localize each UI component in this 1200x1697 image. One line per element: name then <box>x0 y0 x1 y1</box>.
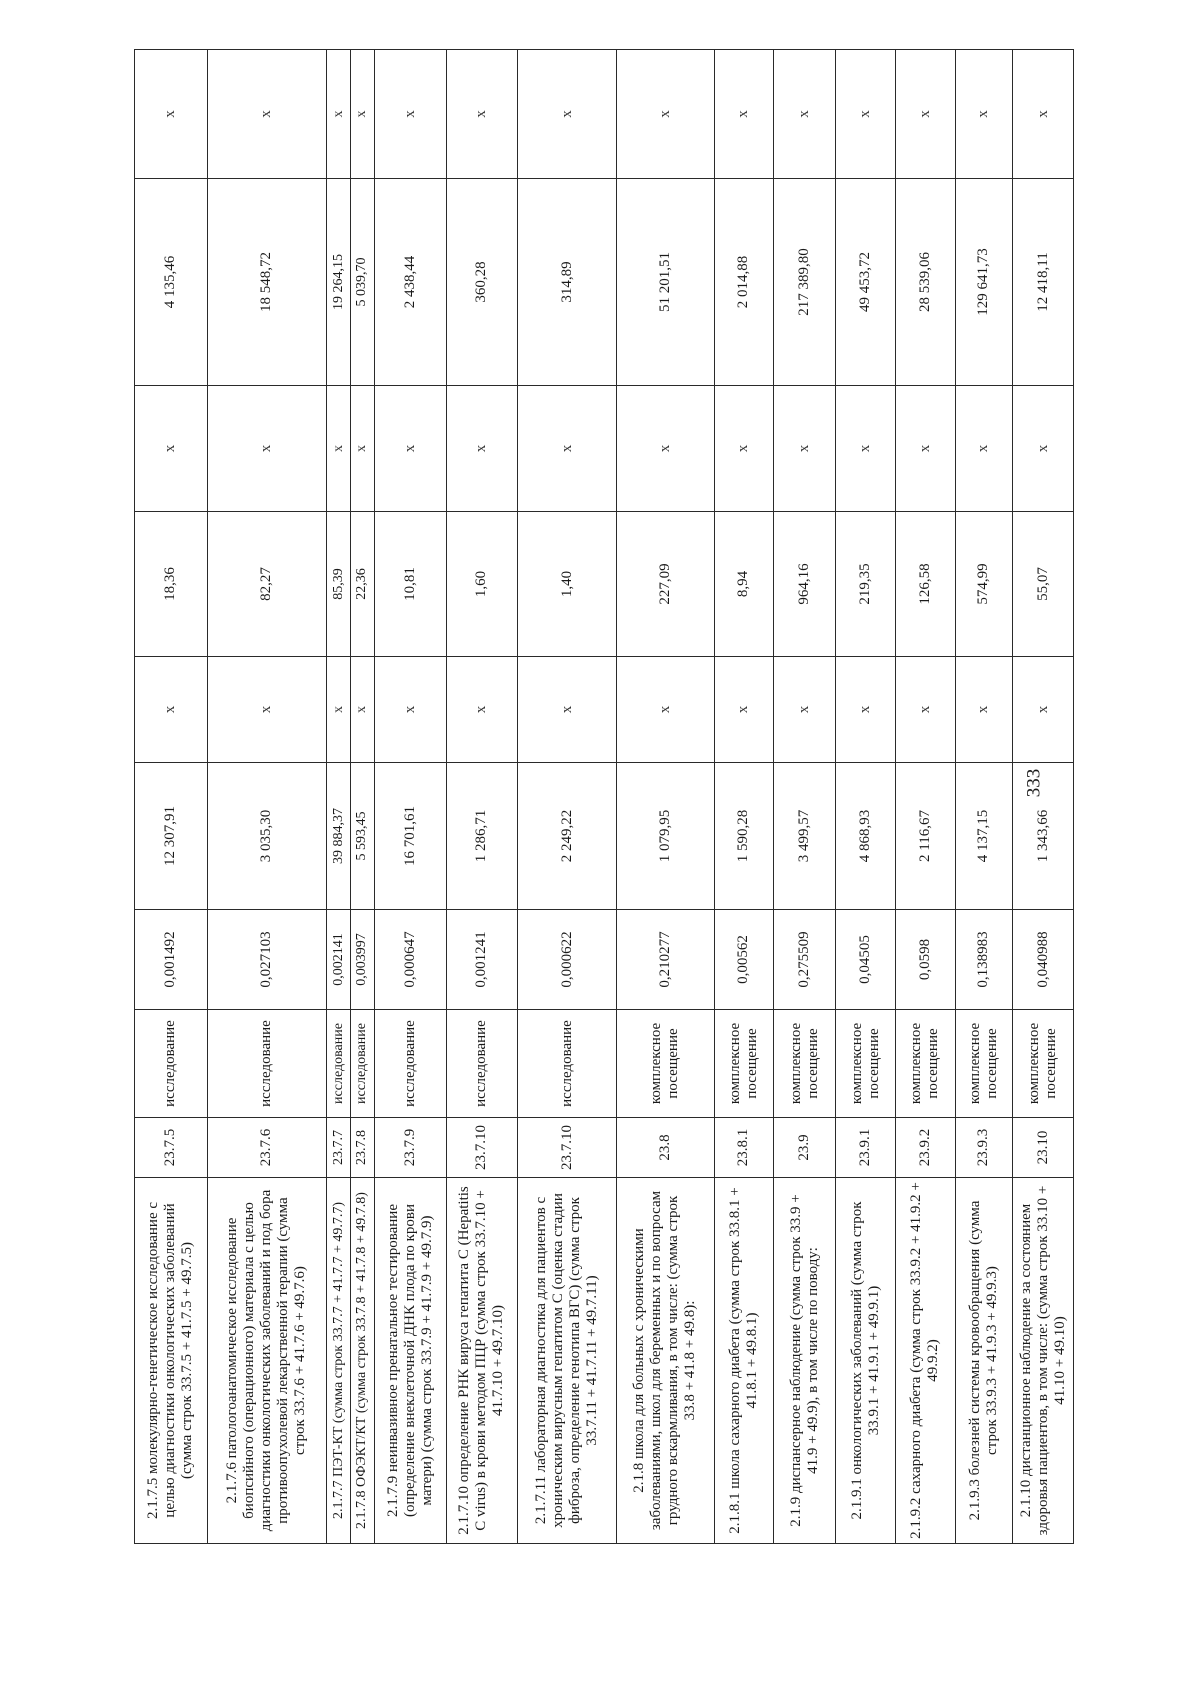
row-x-col5: x <box>518 657 617 763</box>
row-amount: 219,35 <box>836 512 896 657</box>
row-code: 23.8 <box>616 1118 714 1178</box>
page-number-text: 333 <box>1023 768 1044 798</box>
row-total-amount: 129 641,73 <box>955 179 1013 386</box>
row-volume: 0,000647 <box>374 910 446 1010</box>
row-volume: 0,003997 <box>351 910 375 1010</box>
row-cost: 2 116,67 <box>895 763 955 910</box>
row-code: 23.9.2 <box>895 1118 955 1178</box>
row-unit: комплексное посещение <box>955 1010 1013 1118</box>
row-total-amount: 12 418,11 <box>1013 179 1074 386</box>
row-code: 23.7.10 <box>518 1118 617 1178</box>
row-code: 23.8.1 <box>714 1118 774 1178</box>
row-name: 2.1.9 диспансерное наблюдение (сумма строк 33.9 + 41.9 + 49.9), в том числе по поводу: <box>774 1178 836 1544</box>
row-unit: исследование <box>207 1010 326 1118</box>
row-x-col8: x <box>207 386 326 512</box>
row-x-col8: x <box>714 386 774 512</box>
row-x-col8: x <box>836 386 896 512</box>
row-name: 2.1.9.2 сахарного диабета (сумма строк 33.9.2 + 41.9.2 + 49.9.2) <box>895 1178 955 1544</box>
row-x-col5: x <box>895 657 955 763</box>
table-row <box>955 50 1013 1544</box>
row-x-col10: x <box>518 50 617 179</box>
row-x-col5: x <box>351 657 375 763</box>
row-x-col8: x <box>1013 386 1074 512</box>
table-row <box>374 50 446 1544</box>
row-name: 2.1.10 дистанционное наблюдение за состоянием здоровья пациентов, в том числе: (сумма строк 33.10 + 41.10 + 49.10) <box>1013 1178 1074 1544</box>
row-total-amount: 314,89 <box>518 179 617 386</box>
row-code: 23.7.5 <box>135 1118 208 1178</box>
row-total-amount: 51 201,51 <box>616 179 714 386</box>
row-unit: исследование <box>135 1010 208 1118</box>
row-name: 2.1.7.6 патологоанатомическое исследование биопсийного (операционного) материала с целью диагностики онкологических заболеваний и под бора противоопухолевой лекарственной терапии (сумма строк 33.7.6 + 41.7.6 + 49.7.6) <box>207 1178 326 1544</box>
row-code: 23.7.7 <box>327 1118 351 1178</box>
row-cost: 1 286,71 <box>446 763 518 910</box>
row-x-col8: x <box>135 386 208 512</box>
row-volume: 0,027103 <box>207 910 326 1010</box>
row-amount: 964,16 <box>774 512 836 657</box>
table-row <box>518 50 617 1544</box>
row-amount: 574,99 <box>955 512 1013 657</box>
row-cost: 4 868,93 <box>836 763 896 910</box>
table-row <box>351 50 375 1544</box>
row-volume: 0,001241 <box>446 910 518 1010</box>
table-row <box>714 50 774 1544</box>
row-cost: 1 590,28 <box>714 763 774 910</box>
row-x-col5: x <box>446 657 518 763</box>
row-name: 2.1.7.8 ОФЭКТ/КТ (сумма строк 33.7.8 + 41.7.8 + 49.7.8) <box>351 1178 375 1544</box>
row-unit: исследование <box>351 1010 375 1118</box>
row-unit: исследование <box>374 1010 446 1118</box>
page-number <box>1012 763 1056 803</box>
row-name: 2.1.7.7 ПЭТ-КТ (сумма строк 33.7.7 + 41.7.7 + 49.7.7) <box>327 1178 351 1544</box>
row-x-col8: x <box>955 386 1013 512</box>
row-name: 2.1.9.3 болезней системы кровообращения (сумма строк 33.9.3 + 41.9.3 + 49.9.3) <box>955 1178 1013 1544</box>
row-volume: 0,210277 <box>616 910 714 1010</box>
row-volume: 0,040988 <box>1013 910 1074 1010</box>
row-name: 2.1.7.5 молекулярно-генетическое исследование с целью диагностики онкологических заболеваний (сумма строк 33.7.5 + 41.7.5 + 49.7.5) <box>135 1178 208 1544</box>
row-x-col10: x <box>207 50 326 179</box>
row-cost: 5 593,45 <box>351 763 375 910</box>
row-amount: 18,36 <box>135 512 208 657</box>
row-code: 23.9 <box>774 1118 836 1178</box>
table-row <box>207 50 326 1544</box>
row-volume: 0,001492 <box>135 910 208 1010</box>
row-total-amount: 19 264,15 <box>327 179 351 386</box>
row-volume: 0,00562 <box>714 910 774 1010</box>
row-volume: 0,04505 <box>836 910 896 1010</box>
row-x-col10: x <box>1013 50 1074 179</box>
row-amount: 8,94 <box>714 512 774 657</box>
row-cost: 1 343,66 <box>1013 763 1074 910</box>
row-x-col10: x <box>714 50 774 179</box>
row-x-col5: x <box>836 657 896 763</box>
row-amount: 1,60 <box>446 512 518 657</box>
row-amount: 10,81 <box>374 512 446 657</box>
row-unit: комплексное посещение <box>836 1010 896 1118</box>
row-name: 2.1.8 школа для больных с хроническими заболеваниями, школ для беременных и по вопросам грудного вскармливания, в том числе: (сумма строк 33.8 + 41.8 + 49.8): <box>616 1178 714 1544</box>
row-name: 2.1.7.9 неинвазивное пренатальное тестирование (определение внеклеточной ДНК плода по крови матери) (сумма строк 33.7.9 + 41.7.9 + 49.7.9) <box>374 1178 446 1544</box>
row-x-col10: x <box>446 50 518 179</box>
row-total-amount: 28 539,06 <box>895 179 955 386</box>
row-amount: 1,40 <box>518 512 617 657</box>
row-volume: 0,000622 <box>518 910 617 1010</box>
row-unit: исследование <box>518 1010 617 1118</box>
row-cost: 3 499,57 <box>774 763 836 910</box>
table-row <box>327 50 351 1544</box>
row-amount: 85,39 <box>327 512 351 657</box>
row-volume: 0,138983 <box>955 910 1013 1010</box>
row-total-amount: 18 548,72 <box>207 179 326 386</box>
row-amount: 55,07 <box>1013 512 1074 657</box>
row-volume: 0,0598 <box>895 910 955 1010</box>
row-code: 23.9.1 <box>836 1118 896 1178</box>
row-x-col5: x <box>774 657 836 763</box>
row-code: 23.9.3 <box>955 1118 1013 1178</box>
row-x-col8: x <box>374 386 446 512</box>
row-total-amount: 49 453,72 <box>836 179 896 386</box>
row-total-amount: 4 135,46 <box>135 179 208 386</box>
row-x-col10: x <box>327 50 351 179</box>
row-x-col5: x <box>135 657 208 763</box>
row-x-col5: x <box>374 657 446 763</box>
row-amount: 82,27 <box>207 512 326 657</box>
row-total-amount: 360,28 <box>446 179 518 386</box>
row-x-col8: x <box>327 386 351 512</box>
row-x-col5: x <box>955 657 1013 763</box>
row-cost: 2 249,22 <box>518 763 617 910</box>
row-cost: 1 079,95 <box>616 763 714 910</box>
row-code: 23.10 <box>1013 1118 1074 1178</box>
row-cost: 16 701,61 <box>374 763 446 910</box>
row-amount: 227,09 <box>616 512 714 657</box>
row-volume: 0,002141 <box>327 910 351 1010</box>
row-cost: 39 884,37 <box>327 763 351 910</box>
row-total-amount: 2 014,88 <box>714 179 774 386</box>
row-volume: 0,275509 <box>774 910 836 1010</box>
row-name: 2.1.7.11 лабораторная диагностика для пациентов с хроническим вирусным гепатитом С (оценка стадии фиброза, определение генотипа ВГС) (сумма строк 33.7.11 + 41.7.11 + 49.7.11) <box>518 1178 617 1544</box>
table-row <box>446 50 518 1544</box>
row-x-col10: x <box>351 50 375 179</box>
financing-table <box>134 49 1074 1544</box>
row-x-col10: x <box>135 50 208 179</box>
row-x-col5: x <box>327 657 351 763</box>
row-x-col8: x <box>895 386 955 512</box>
rotated-page <box>134 50 1074 1544</box>
row-code: 23.7.10 <box>446 1118 518 1178</box>
row-x-col10: x <box>836 50 896 179</box>
table-row <box>135 50 208 1544</box>
row-total-amount: 2 438,44 <box>374 179 446 386</box>
row-x-col8: x <box>518 386 617 512</box>
row-x-col5: x <box>207 657 326 763</box>
row-x-col8: x <box>351 386 375 512</box>
row-cost: 4 137,15 <box>955 763 1013 910</box>
row-name: 2.1.8.1 школа сахарного диабета (сумма строк 33.8.1 + 41.8.1 + 49.8.1) <box>714 1178 774 1544</box>
table-row <box>616 50 714 1544</box>
row-x-col5: x <box>714 657 774 763</box>
row-x-col8: x <box>446 386 518 512</box>
row-unit: комплексное посещение <box>714 1010 774 1118</box>
row-x-col5: x <box>1013 657 1074 763</box>
row-unit: комплексное посещение <box>1013 1010 1074 1118</box>
row-amount: 126,58 <box>895 512 955 657</box>
row-unit: комплексное посещение <box>774 1010 836 1118</box>
row-total-amount: 5 039,70 <box>351 179 375 386</box>
row-cost: 12 307,91 <box>135 763 208 910</box>
row-amount: 22,36 <box>351 512 375 657</box>
row-unit: комплексное посещение <box>616 1010 714 1118</box>
table-row <box>895 50 955 1544</box>
row-total-amount: 217 389,80 <box>774 179 836 386</box>
table-row <box>774 50 836 1544</box>
row-x-col8: x <box>616 386 714 512</box>
row-unit: исследование <box>446 1010 518 1118</box>
row-x-col10: x <box>774 50 836 179</box>
row-code: 23.7.6 <box>207 1118 326 1178</box>
row-x-col10: x <box>895 50 955 179</box>
row-cost: 3 035,30 <box>207 763 326 910</box>
row-x-col8: x <box>774 386 836 512</box>
row-x-col5: x <box>616 657 714 763</box>
row-name: 2.1.9.1 онкологических заболеваний (сумма строк 33.9.1 + 41.9.1 + 49.9.1) <box>836 1178 896 1544</box>
table-row <box>836 50 896 1544</box>
row-code: 23.7.8 <box>351 1118 375 1178</box>
row-x-col10: x <box>374 50 446 179</box>
row-x-col10: x <box>616 50 714 179</box>
row-x-col10: x <box>955 50 1013 179</box>
row-unit: исследование <box>327 1010 351 1118</box>
row-unit: комплексное посещение <box>895 1010 955 1118</box>
row-code: 23.7.9 <box>374 1118 446 1178</box>
row-name: 2.1.7.10 определение РНК вируса гепатита С (Hepatitis C virus) в крови методом ПЦР (сумма строк 33.7.10 + 41.7.10 + 49.7.10) <box>446 1178 518 1544</box>
